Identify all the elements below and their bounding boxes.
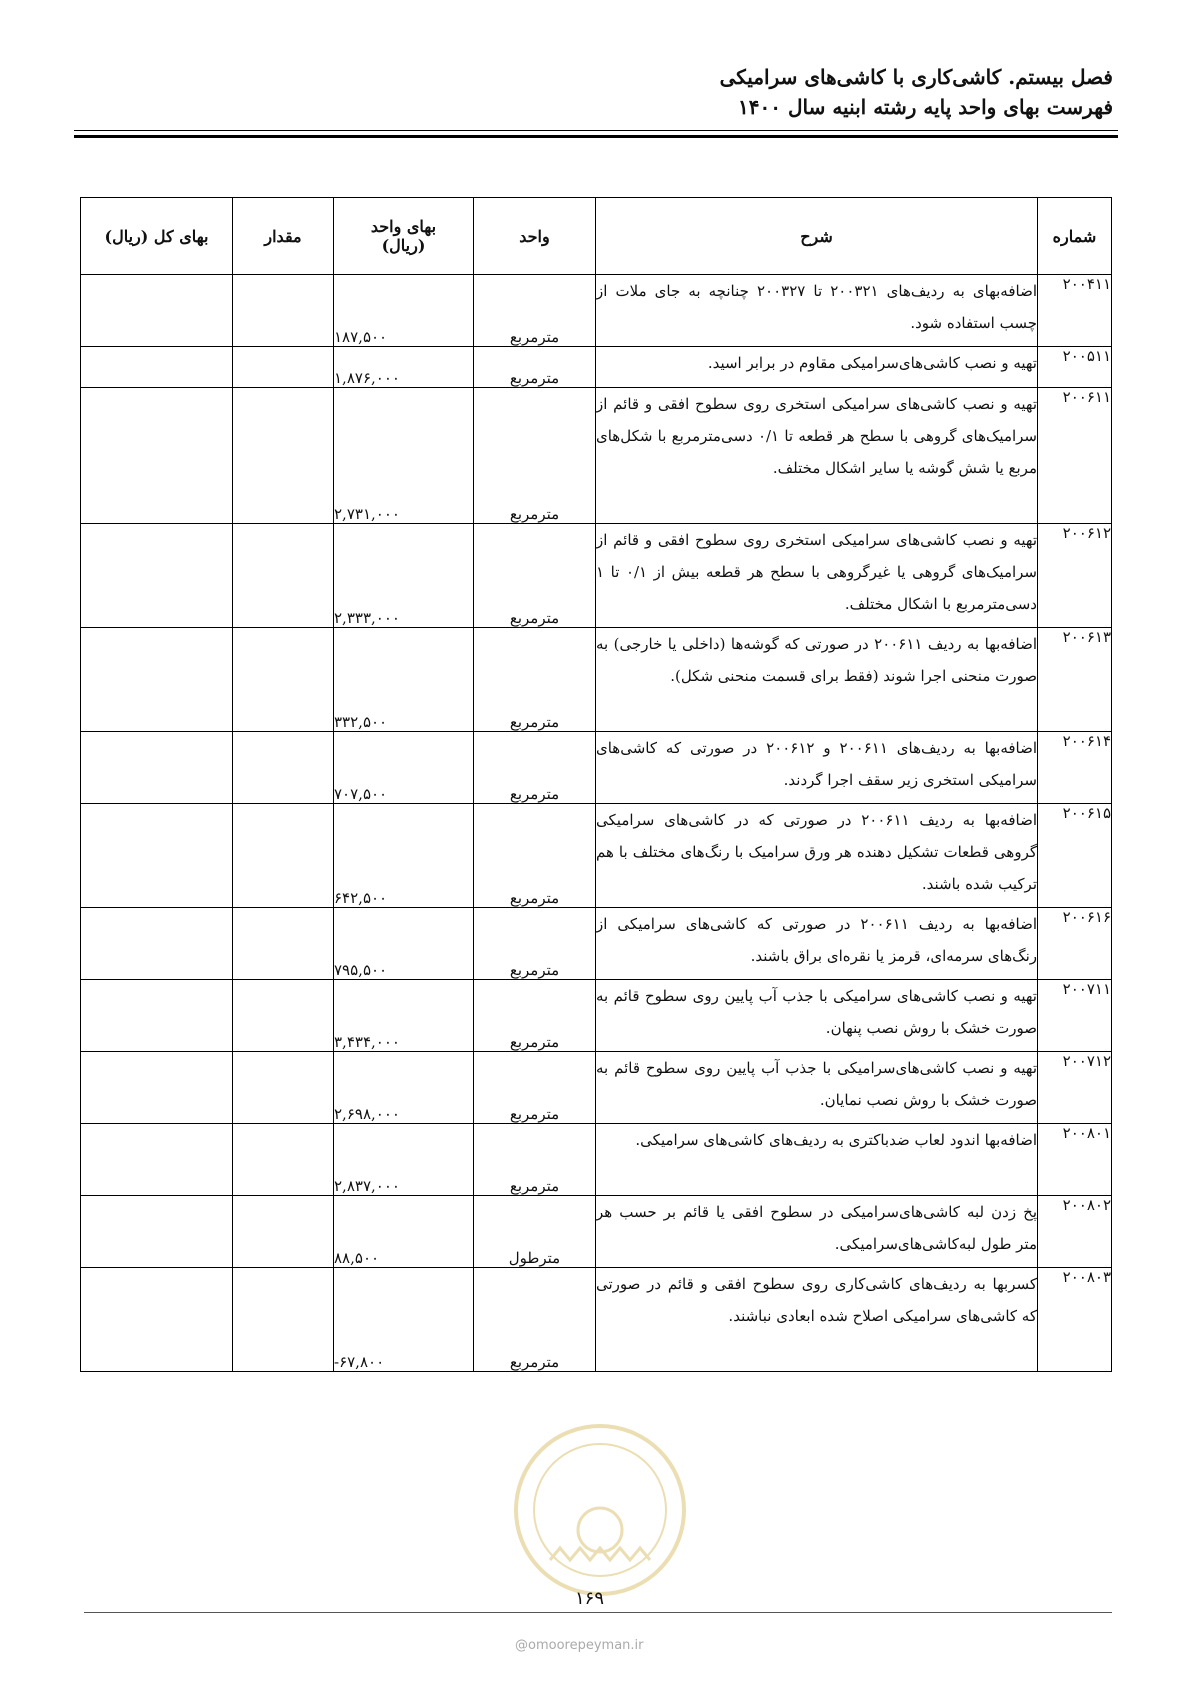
row-unit: مترمربع <box>474 1268 596 1372</box>
header-unit-price <box>334 198 474 275</box>
table-row <box>81 1052 1112 1124</box>
row-quantity <box>233 628 334 732</box>
row-unit: مترمربع <box>474 275 596 347</box>
table-row <box>81 275 1112 347</box>
row-number: ۲۰۰۸۰۲ <box>1038 1196 1112 1268</box>
row-total-price <box>81 732 233 804</box>
row-unit: مترمربع <box>474 388 596 524</box>
row-quantity <box>233 1268 334 1372</box>
row-unit-price: ۷۹۵,۵۰۰ <box>334 908 474 980</box>
chapter-title: فصل بیستم. کاشی‌کاری با کاشی‌های سرامیکی <box>719 65 1113 89</box>
row-unit-price: ۳,۴۳۴,۰۰۰ <box>334 980 474 1052</box>
table-row <box>81 804 1112 908</box>
row-quantity <box>233 1052 334 1124</box>
row-unit-price: ۷۰۷,۵۰۰ <box>334 732 474 804</box>
table-row <box>81 524 1112 628</box>
row-total-price <box>81 628 233 732</box>
table-row <box>81 732 1112 804</box>
row-quantity <box>233 980 334 1052</box>
row-description: اضافه‌بها به ردیف ۲۰۰۶۱۱ در صورتی که گوشه‌ها (داخلی یا خارجی) به صورت منحنی اجرا شوند (فقط برای قسمت منحنی شکل). <box>596 628 1038 732</box>
table-row <box>81 388 1112 524</box>
row-total-price <box>81 1196 233 1268</box>
row-unit-price: ۸۸,۵۰۰ <box>334 1196 474 1268</box>
header-rule-thin <box>74 130 1118 131</box>
row-quantity <box>233 804 334 908</box>
row-total-price <box>81 804 233 908</box>
row-unit-price: ۲,۶۹۸,۰۰۰ <box>334 1052 474 1124</box>
publisher-seal-watermark <box>510 1420 690 1600</box>
row-total-price <box>81 908 233 980</box>
watermark-url: @omoorepeyman.ir <box>515 1638 644 1653</box>
row-number: ۲۰۰۵۱۱ <box>1038 347 1112 388</box>
row-unit: مترمربع <box>474 804 596 908</box>
row-number: ۲۰۰۶۱۱ <box>1038 388 1112 524</box>
row-total-price <box>81 347 233 388</box>
row-description: تهیه و نصب کاشی‌های سرامیکی استخری روی سطوح افقی و قائم از سرامیک‌های گروهی یا غیرگروهی با سطح هر قطعه بیش از ۰/۱ تا ۱ دسی‌مترمربع با اشکال مختلف. <box>596 524 1038 628</box>
row-number: ۲۰۰۷۱۲ <box>1038 1052 1112 1124</box>
row-total-price <box>81 524 233 628</box>
seal-outer-ring <box>516 1426 684 1594</box>
row-unit-price: ۱۸۷,۵۰۰ <box>334 275 474 347</box>
table-header-row <box>81 198 1112 275</box>
row-number: ۲۰۰۶۱۴ <box>1038 732 1112 804</box>
row-total-price <box>81 388 233 524</box>
row-quantity <box>233 347 334 388</box>
row-description: تهیه و نصب کاشی‌های‌سرامیکی مقاوم در برابر اسید. <box>596 347 1038 388</box>
row-number: ۲۰۰۶۱۲ <box>1038 524 1112 628</box>
row-unit-price: ۳۳۲,۵۰۰ <box>334 628 474 732</box>
row-description: اضافه‌بها به ردیف ۲۰۰۶۱۱ در صورتی که در کاشی‌های سرامیکی گروهی قطعات تشکیل دهنده هر ورق سرامیک با رنگ‌های مختلف با هم ترکیب شده باشند. <box>596 804 1038 908</box>
row-number: ۲۰۰۶۱۶ <box>1038 908 1112 980</box>
table-row <box>81 347 1112 388</box>
header-unit-price-currency: (ریال) <box>381 236 426 255</box>
footer-rule <box>84 1612 1112 1613</box>
row-unit-price: ۱,۸۷۶,۰۰۰ <box>334 347 474 388</box>
header-description: شرح <box>596 198 1038 275</box>
row-unit-price: ۲,۸۳۷,۰۰۰ <box>334 1124 474 1196</box>
row-total-price <box>81 275 233 347</box>
seal-gear-teeth <box>550 1548 650 1560</box>
row-unit: مترمربع <box>474 1052 596 1124</box>
row-number: ۲۰۰۶۱۵ <box>1038 804 1112 908</box>
price-list-title: فهرست بهای واحد پایه رشته ابنیه سال ۱۴۰۰ <box>738 95 1113 119</box>
row-quantity <box>233 732 334 804</box>
row-description: اضافه‌بهای به ردیف‌های ۲۰۰۳۲۱ تا ۲۰۰۳۲۷ چنانچه به جای ملات از چسب استفاده شود. <box>596 275 1038 347</box>
table-row <box>81 1268 1112 1372</box>
row-unit: مترمربع <box>474 628 596 732</box>
row-unit: مترمربع <box>474 1124 596 1196</box>
header-unit-price-title: بهای واحد <box>370 217 437 236</box>
row-description: تهیه و نصب کاشی‌های سرامیکی با جذب آب پایین روی سطوح قائم به صورت خشک با روش نصب پنهان. <box>596 980 1038 1052</box>
page-number: ۱۶۹ <box>575 1588 605 1609</box>
header-rule-thick <box>74 135 1118 138</box>
row-quantity <box>233 1196 334 1268</box>
row-quantity <box>233 1124 334 1196</box>
row-description: اضافه‌بها به ردیف‌های ۲۰۰۶۱۱ و ۲۰۰۶۱۲ در صورتی که کاشی‌های سرامیکی استخری زیر سقف اجرا گردند. <box>596 732 1038 804</box>
row-unit: مترمربع <box>474 732 596 804</box>
row-quantity <box>233 388 334 524</box>
table-row <box>81 908 1112 980</box>
row-number: ۲۰۰۴۱۱ <box>1038 275 1112 347</box>
row-unit-price: ۶۴۲,۵۰۰ <box>334 804 474 908</box>
row-unit-price: -۶۷,۸۰۰ <box>334 1268 474 1372</box>
table-row <box>81 628 1112 732</box>
table-row <box>81 980 1112 1052</box>
row-description: تهیه و نصب کاشی‌های‌سرامیکی با جذب آب پایین روی سطوح قائم به صورت خشک با روش نصب نمایان. <box>596 1052 1038 1124</box>
row-total-price <box>81 1268 233 1372</box>
row-description: تهیه و نصب کاشی‌های سرامیکی استخری روی سطوح افقی و قائم از سرامیک‌های گروهی با سطح هر قطعه تا ۰/۱ دسی‌مترمربع با شکل‌های مربع یا شش گوشه یا سایر اشکال مختلف. <box>596 388 1038 524</box>
row-quantity <box>233 908 334 980</box>
header-unit: واحد <box>474 198 596 275</box>
row-description: اضافه‌بها اندود لعاب ضدباکتری به ردیف‌های کاشی‌های سرامیکی. <box>596 1124 1038 1196</box>
row-quantity <box>233 524 334 628</box>
row-unit-price: ۲,۷۳۱,۰۰۰ <box>334 388 474 524</box>
row-unit-price: ۲,۳۳۳,۰۰۰ <box>334 524 474 628</box>
row-quantity <box>233 275 334 347</box>
row-unit: مترطول <box>474 1196 596 1268</box>
header-number: شماره <box>1038 198 1112 275</box>
row-unit: مترمربع <box>474 347 596 388</box>
row-description: اضافه‌بها به ردیف ۲۰۰۶۱۱ در صورتی که کاشی‌های سرامیکی از رنگ‌های سرمه‌ای، قرمز یا نقره‌ای براق باشند. <box>596 908 1038 980</box>
row-total-price <box>81 980 233 1052</box>
row-total-price <box>81 1052 233 1124</box>
header-quantity: مقدار <box>233 198 334 275</box>
row-unit: مترمربع <box>474 524 596 628</box>
row-unit: مترمربع <box>474 908 596 980</box>
row-number: ۲۰۰۸۰۳ <box>1038 1268 1112 1372</box>
row-number: ۲۰۰۸۰۱ <box>1038 1124 1112 1196</box>
row-total-price <box>81 1124 233 1196</box>
row-unit: مترمربع <box>474 980 596 1052</box>
table-row <box>81 1124 1112 1196</box>
table-row <box>81 1196 1112 1268</box>
row-description: پخ زدن لبه کاشی‌های‌سرامیکی در سطوح افقی یا قائم بر حسب هر متر طول لبه‌کاشی‌های‌سرامیکی. <box>596 1196 1038 1268</box>
row-description: کسربها به ردیف‌های کاشی‌کاری روی سطوح افقی و قائم در صورتی که کاشی‌های سرامیکی اصلاح شده ابعادی نباشند. <box>596 1268 1038 1372</box>
header-total-price: بهای کل (ریال) <box>81 198 233 275</box>
row-number: ۲۰۰۶۱۳ <box>1038 628 1112 732</box>
row-number: ۲۰۰۷۱۱ <box>1038 980 1112 1052</box>
seal-center-emblem <box>578 1508 622 1552</box>
price-table <box>80 197 1112 1372</box>
page-header <box>720 62 1113 122</box>
